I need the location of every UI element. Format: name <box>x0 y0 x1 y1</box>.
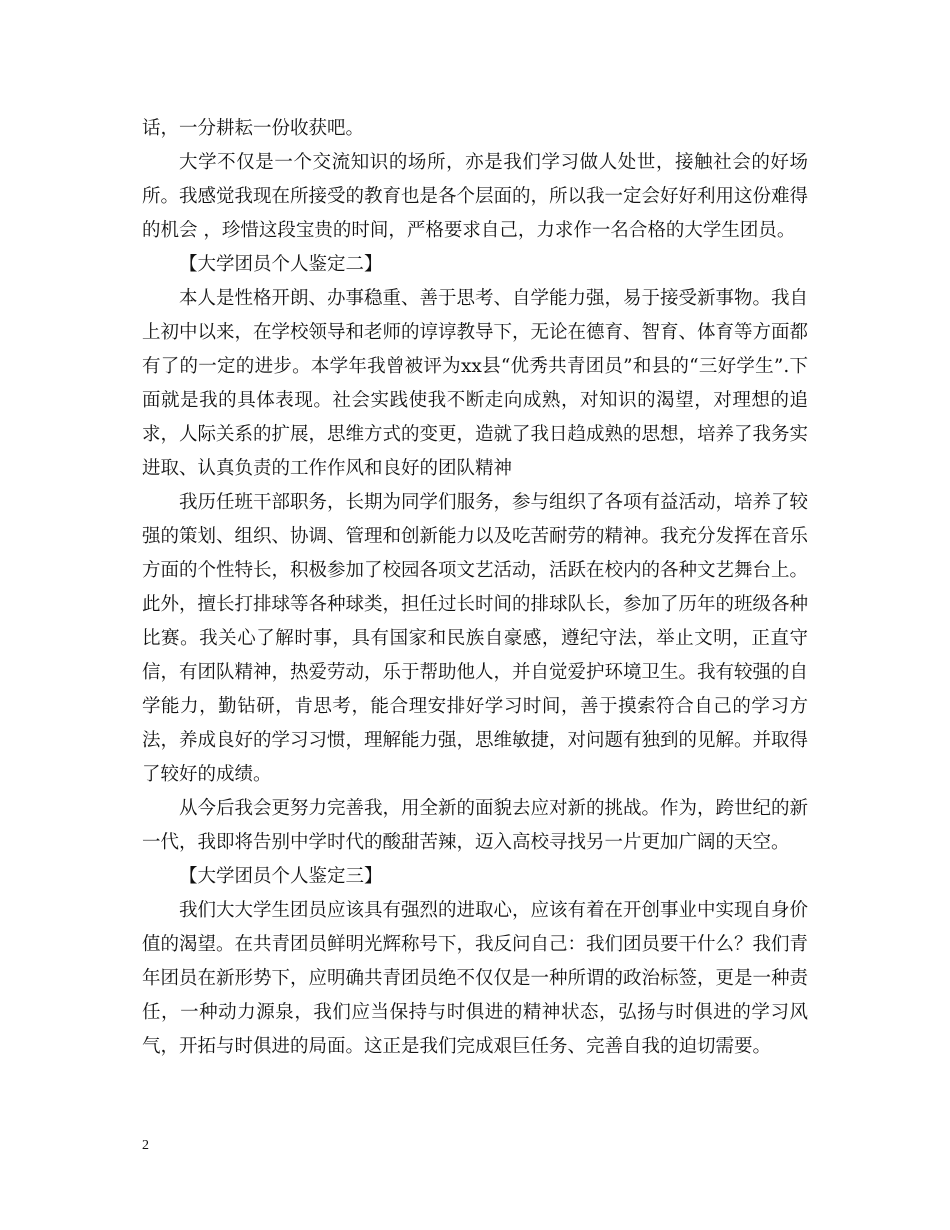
page-number: 2 <box>142 1138 149 1153</box>
paragraph-league-member: 我们大大学生团员应该具有强烈的进取心，应该有着在开创事业中实现自身价值的渴望。在共青团员鲜明光辉称号下，我反问自己：我们团员要干什么？我们青年团员在新形势下，应明确共青团员绝不仅仅是一种所谓的政治标签，更是一种责任，一种动力源泉，我们应当保持与时俱进的精神状态，弘扬与时俱进的学习风气，开拓与时俱进的局面。这正是我们完成艰巨任务、完善自我的迫切需要。 <box>142 900 809 1057</box>
paragraph-future: 从今后我会更努力完善我，用全新的面貌去应对新的挑战。作为，跨世纪的新一代，我即将告别中学时代的酸甜苦辣，迈入高校寻找另一片更加广阔的天空。 <box>142 798 809 853</box>
paragraph-university-place: 大学不仅是一个交流知识的场所，亦是我们学习做人处世，接触社会的好场所。我感觉我现在所接受的教育也是各个层面的，所以我一定会好好利用这份难得的机会 ，珍惜这段宝贵的时间，严格要求自己，力求作一名合格的大学生团员。 <box>142 152 809 241</box>
section-heading-three: 【大学团员个人鉴定三】 <box>179 866 383 887</box>
paragraph-class-cadre: 我历任班干部职务，长期为同学们服务，参与组织了各项有益活动，培养了较强的策划、组织、协调、管理和创新能力以及吃苦耐劳的精神。我充分发挥在音乐方面的个性特长，积极参加了校园各项文艺活动，活跃在校内的各种文艺舞台上。此外，擅长打排球等各种球类，担任过长时间的排球队长，参加了历年的班级各种比赛。我关心了解时事，具有国家和民族自豪感，遵纪守法，举止文明，正直守信，有团队精神，热爱劳动，乐于帮助他人，并自觉爱护环境卫生。我有较强的自学能力，勤钻研，肯思考，能合理安排好学习时间，善于摸索符合自己的学习方法，养成良好的学习习惯，理解能力强，思维敏捷，对问题有独到的见解。并取得了较好的成绩。 <box>142 492 809 785</box>
paragraph-personality: 本人是性格开朗、办事稳重、善于思考、自学能力强，易于接受新事物。我自上初中以来，在学校领导和老师的谆谆教导下，无论在德育、智育、体育等方面都有了的一定的进步。本学年我曾被评为xx县“优秀共青团员”和县的“三好学生”.下面就是我的具体表现。社会实践使我不断走向成熟，对知识的渴望，对理想的追求，人际关系的扩展，思维方式的变更，造就了我日趋成熟的思想，培养了我务实进取、认真负责的工作作风和良好的团队精神 <box>142 288 809 479</box>
section-heading-two: 【大学团员个人鉴定二】 <box>179 254 383 275</box>
document-body <box>142 112 808 1064</box>
paragraph-continuation: 话，一分耕耘一份收获吧。 <box>142 118 365 139</box>
